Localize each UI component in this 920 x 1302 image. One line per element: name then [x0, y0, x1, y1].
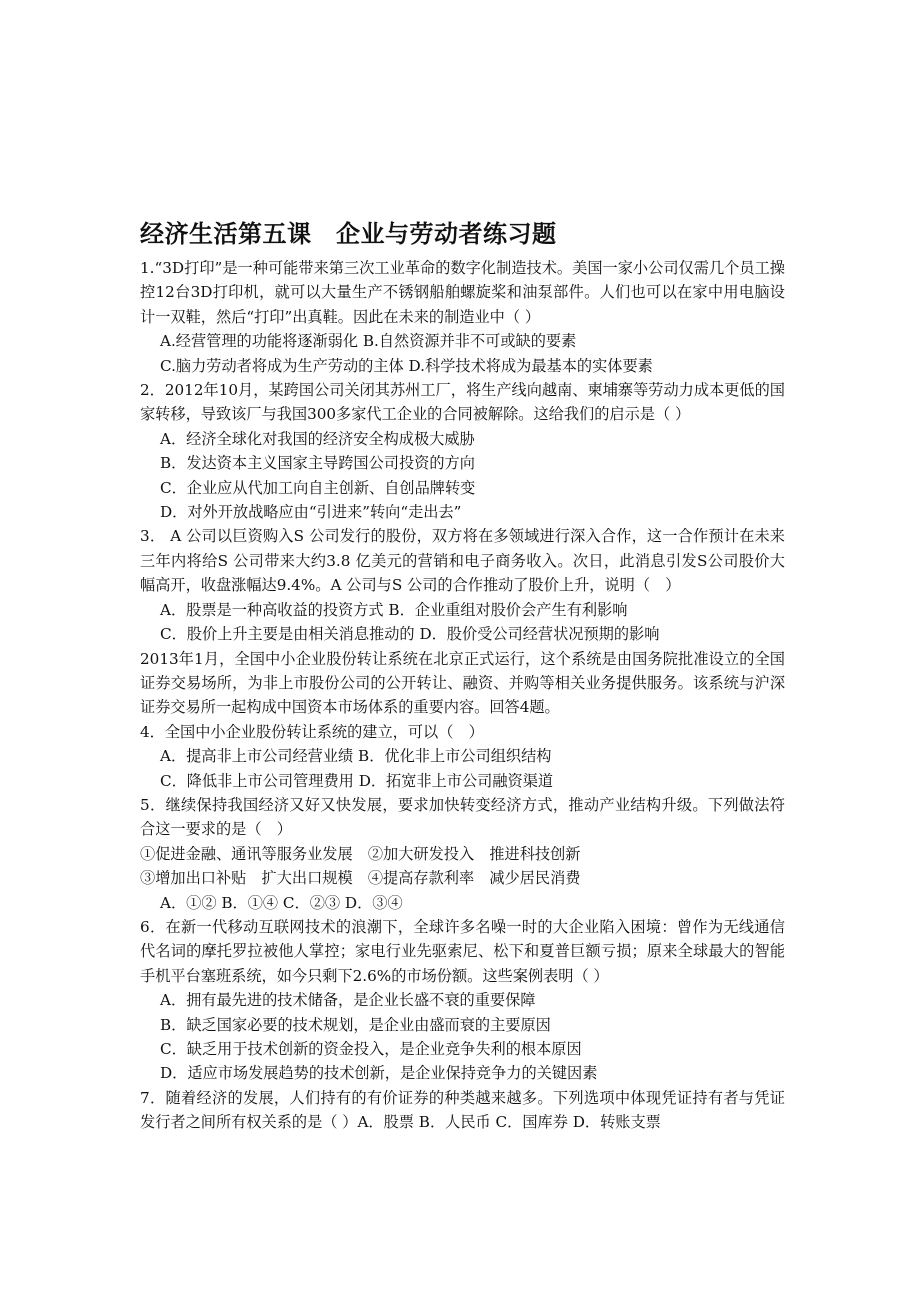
- document-page: [140, 216, 785, 1135]
- question-6-option-d: D．适应市场发展趋势的技术创新，是企业保持竞争力的关键因素: [160, 1064, 598, 1083]
- question-6-option-a: A．拥有最先进的技术储备，是企业长盛不衰的重要保障: [160, 991, 536, 1010]
- question-2: 2．2012年10月，某跨国公司关闭其苏州工厂，将生产线向越南、柬埔寨等劳动力成本更低的国家转移，导致该厂与我国300多家代工企业的合同被解除。这给我们的启示是（ ）: [140, 381, 785, 424]
- question-5: 5．继续保持我国经济又好又快发展，要求加快转变经济方式，推动产业结构升级。下列做法符合这一要求的是（ ）: [140, 795, 785, 839]
- material-passage: 2013年1月，全国中小企业股份转让系统在北京正式运行，这个系统是由国务院批准设立的全国证券交易场所，为非上市股份公司的公开转让、融资、并购等相关业务提供服务。该系统与沪深证券交易所一起构成中国资本市场体系的重要内容。回答4题。: [140, 649, 785, 717]
- document-title: 经济生活第五课 企业与劳动者练习题: [140, 220, 557, 248]
- question-1-options-ab: A.经营管理的功能将逐渐弱化 B.自然资源并非不可或缺的要素: [160, 332, 577, 351]
- question-6-option-c: C．缺乏用于技术创新的资金投入，是企业竞争失利的根本原因: [160, 1040, 582, 1058]
- question-2-option-c: C．企业应从代加工向自主创新、自创品牌转变: [160, 478, 476, 497]
- question-1-options-cd: C.脑力劳动者将成为生产劳动的主体 D.科学技术将成为最基本的实体要素: [160, 356, 653, 375]
- question-4-options-cd: C．降低非上市公司管理费用 D．拓宽非上市公司融资渠道: [160, 771, 554, 790]
- question-5-items-12: ①促进金融、通讯等服务业发展 ②加大研发投入 推进科技创新: [140, 844, 581, 863]
- question-7: 7．随着经济的发展，人们持有的有价证券的种类越来越多。下列选项中体现凭证持有者与凭证发行者之间所有权关系的是（ ）A．股票 B．人民币 C．国库券 D．转账支票: [140, 1088, 785, 1132]
- question-3-options-cd: C．股价上升主要是由相关消息推动的 D．股价受公司经营状况预期的影响: [160, 625, 660, 644]
- question-3-options-ab: A．股票是一种高收益的投资方式 B．企业重组对股价会产生有利影响: [160, 600, 628, 619]
- question-4-options-ab: A．提高非上市公司经营业绩 B．优化非上市公司组织结构: [160, 747, 552, 766]
- question-4: 4．全国中小企业股份转让系统的建立，可以（ ）: [140, 722, 484, 741]
- question-3: 3． A 公司以巨资购入S 公司发行的股份，双方将在多领域进行深入合作，这一合作预计在未来三年内将给S 公司带来大约3.8 亿美元的营销和电子商务收入。次日，此消息引发S公司股价大幅高开，收盘涨幅达9.4%。A 公司与S 公司的合作推动了股价上升，说明（ ）: [140, 527, 785, 595]
- question-5-items-34: ③增加出口补贴 扩大出口规模 ④提高存款利率 减少居民消费: [140, 869, 581, 888]
- question-6-option-b: B．缺乏国家必要的技术规划，是企业由盛而衰的主要原因: [160, 1015, 551, 1034]
- question-1: 1.“3D打印”是一种可能带来第三次工业革命的数字化制造技术。美国一家小公司仅需几个员工操控12台3D打印机，就可以大量生产不锈钢船舶螺旋桨和油泵部件。人们也可以在家中用电脑设计一双鞋，然后“打印”出真鞋。因此在未来的制造业中（ ）: [140, 259, 785, 326]
- question-2-option-b: B．发达资本主义国家主导跨国公司投资的方向: [160, 454, 475, 473]
- question-5-options: A．①② B．①④ C．②③ D．③④: [160, 893, 403, 912]
- question-2-option-d: D．对外开放战略应由“引进来”转向“走出去”: [160, 503, 462, 522]
- question-6: 6．在新一代移动互联网技术的浪潮下，全球许多名噪一时的大企业陷入困境：曾作为无线通信代名词的摩托罗拉被他人掌控；家电行业先驱索尼、松下和夏普巨额亏损；原来全球最大的智能手机平台塞班系统，如今只剩下2.6%的市场份额。这些案例表明（ ）: [140, 917, 785, 985]
- question-2-option-a: A．经济全球化对我国的经济安全构成极大威胁: [160, 429, 475, 448]
